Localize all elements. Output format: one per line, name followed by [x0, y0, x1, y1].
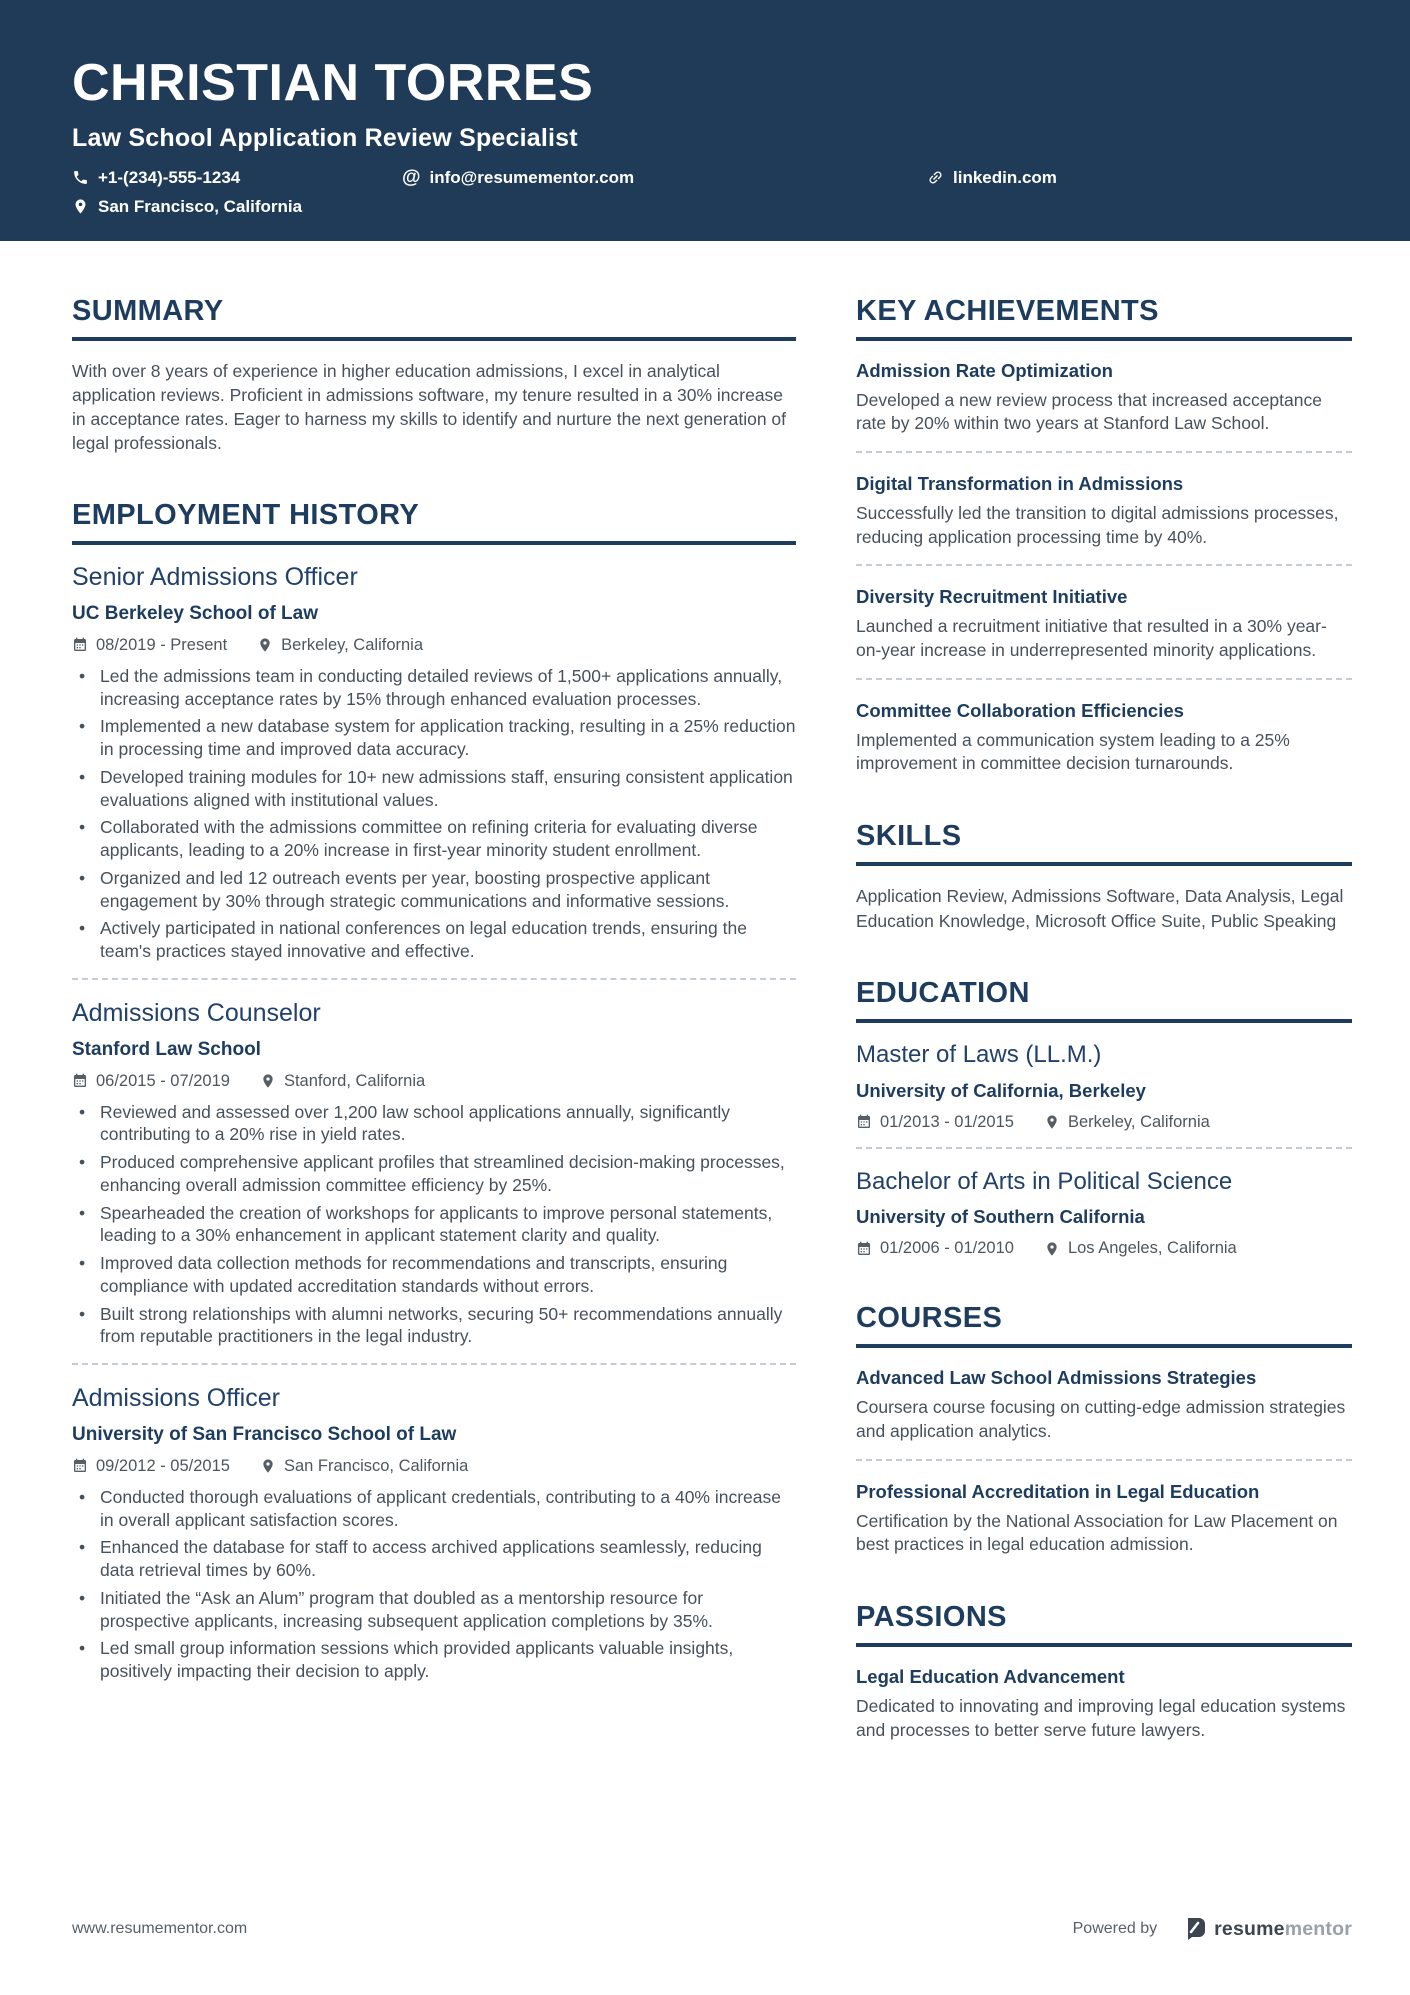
divider	[856, 678, 1352, 680]
degree-title: Master of Laws (LL.M.)	[856, 1041, 1102, 1069]
job-bullets	[72, 665, 796, 963]
job-bullets	[72, 1101, 796, 1349]
summary-heading: SUMMARY	[72, 295, 796, 341]
degree-meta	[856, 1113, 1352, 1132]
location-pin-icon	[260, 1458, 276, 1474]
contact-info	[72, 168, 1338, 217]
job-bullet: • Enhanced the database for staff to access archived applications seamlessly, reducing data retrieval times by 60%.	[72, 1536, 796, 1582]
brand-name: resumementor	[1214, 1917, 1352, 1940]
degree-location: Los Angeles, California	[1044, 1239, 1237, 1258]
footer-website-link[interactable]: www.resumementor.com	[72, 1920, 248, 1937]
person-job-title: Law School Application Review Specialist	[72, 123, 578, 152]
job-title: Senior Admissions Officer	[72, 563, 358, 592]
job-title: Admissions Counselor	[72, 998, 321, 1027]
right-column	[856, 295, 1352, 1917]
phone-icon	[72, 169, 89, 186]
achievement-text: Launched a recruitment initiative that resulted in a 30% year-on-year increase in underrepresented minority applications.	[856, 616, 1327, 661]
link-icon	[923, 166, 947, 190]
degree-location: Berkeley, California	[1044, 1113, 1210, 1132]
job-company: UC Berkeley School of Law	[72, 602, 319, 624]
job-meta	[72, 636, 796, 655]
page-footer	[0, 1917, 1410, 1941]
achievement-title: Admission Rate Optimization	[856, 359, 1113, 381]
job-bullet: • Actively participated in national conferences on legal education trends, ensuring the team's practices stayed innovative and effective.	[72, 917, 796, 963]
job-bullet: • Led small group information sessions which provided applicants valuable insights, positively impacting their decision to apply.	[72, 1637, 796, 1683]
job-meta	[72, 1457, 796, 1476]
course-title: Professional Accreditation in Legal Education	[856, 1480, 1260, 1502]
job-bullet: • Built strong relationships with alumni networks, securing 50+ recommendations annually from reputable practitioners in the legal industry.	[72, 1303, 796, 1349]
job-location: Berkeley, California	[257, 636, 423, 655]
location-value: San Francisco, California	[98, 196, 303, 216]
achievement-text: Developed a new review process that increased acceptance rate by 20% within two years at Stanford Law School.	[856, 389, 1322, 434]
divider	[856, 451, 1352, 453]
degree-school: University of California, Berkeley	[856, 1079, 1146, 1101]
skills-text: Application Review, Admissions Software, Data Analysis, Legal Education Knowledge, Microsoft Office Suite, Public Speaking	[856, 886, 1344, 931]
divider	[856, 1459, 1352, 1461]
job-bullet: • Spearheaded the creation of workshops for applicants to improve personal statements, leading to a 30% enhancement in applicant statement clarity and quality.	[72, 1202, 796, 1248]
job-bullet: • Developed training modules for 10+ new admissions staff, ensuring consistent application evaluations aligned with institutional values.	[72, 766, 796, 812]
section-employment	[72, 499, 796, 1683]
job-bullets	[72, 1486, 796, 1683]
contact-linkedin[interactable]	[927, 168, 1338, 188]
divider	[72, 1363, 796, 1365]
skills-heading: SKILLS	[856, 820, 1352, 866]
education-heading: EDUCATION	[856, 977, 1352, 1023]
calendar-icon	[72, 1073, 88, 1089]
divider	[72, 978, 796, 980]
achievement-title: Committee Collaboration Efficiencies	[856, 699, 1184, 721]
passion-item	[856, 1665, 1352, 1742]
degree-dates: 01/2006 - 01/2010	[856, 1239, 1014, 1258]
degree-meta	[856, 1239, 1352, 1258]
achievement-item	[856, 699, 1352, 776]
contact-location	[72, 197, 1338, 217]
job-location: San Francisco, California	[260, 1457, 468, 1476]
location-pin-icon	[260, 1073, 276, 1089]
divider	[856, 1147, 1352, 1149]
degree-school: University of Southern California	[856, 1206, 1145, 1228]
job-dates: 08/2019 - Present	[72, 636, 227, 655]
calendar-icon	[72, 1458, 88, 1474]
passion-title: Legal Education Advancement	[856, 1666, 1125, 1688]
resume-header	[0, 0, 1410, 241]
section-achievements	[856, 295, 1352, 777]
resumementor-logo-icon	[1183, 1917, 1207, 1941]
job-bullet: • Led the admissions team in conducting detailed reviews of 1,500+ applications annually, increasing acceptance rates by 15% through enhanced evaluation processes.	[72, 665, 796, 711]
section-education	[856, 977, 1352, 1258]
degree-dates: 01/2013 - 01/2015	[856, 1113, 1014, 1132]
degree-entry	[856, 1041, 1352, 1132]
passion-text: Dedicated to innovating and improving legal education systems and processes to better serve future lawyers.	[856, 1696, 1346, 1740]
achievement-item	[856, 585, 1352, 662]
courses-heading: COURSES	[856, 1302, 1352, 1348]
job-bullet: • Implemented a new database system for application tracking, resulting in a 25% reduction in processing time and improved data accuracy.	[72, 715, 796, 761]
job-entry	[72, 1384, 796, 1683]
job-title: Admissions Officer	[72, 1384, 280, 1413]
job-bullet: • Improved data collection methods for recommendations and transcripts, ensuring compliance with updated accreditation standards without errors.	[72, 1252, 796, 1298]
calendar-icon	[72, 637, 88, 653]
course-text: Certification by the National Association for Law Placement on best practices in legal education admission.	[856, 1510, 1338, 1555]
course-item	[856, 1366, 1352, 1443]
achievement-item	[856, 472, 1352, 549]
job-bullet: • Collaborated with the admissions committee on refining criteria for evaluating diverse applicants, leading to a 20% increase in first-year minority student enrollment.	[72, 816, 796, 862]
achievement-text: Implemented a communication system leading to a 25% improvement in committee decision turnarounds.	[856, 729, 1290, 774]
phone-value: +1-(234)-555-1234	[98, 167, 241, 187]
achievement-title: Digital Transformation in Admissions	[856, 472, 1184, 494]
course-item	[856, 1480, 1352, 1557]
passions-heading: PASSIONS	[856, 1601, 1352, 1647]
job-location: Stanford, California	[260, 1072, 425, 1091]
location-pin-icon	[257, 637, 273, 653]
left-column	[72, 295, 796, 1917]
degree-title: Bachelor of Arts in Political Science	[856, 1167, 1233, 1195]
job-entry	[72, 999, 796, 1348]
section-passions	[856, 1601, 1352, 1742]
at-icon: @	[402, 167, 421, 189]
course-title: Advanced Law School Admissions Strategies	[856, 1367, 1257, 1389]
divider	[856, 564, 1352, 566]
contact-phone	[72, 168, 402, 188]
email-value: info@resumementor.com	[429, 167, 635, 187]
degree-entry	[856, 1168, 1352, 1259]
section-skills	[856, 820, 1352, 933]
location-pin-icon	[1044, 1114, 1060, 1130]
employment-heading: EMPLOYMENT HISTORY	[72, 499, 796, 545]
job-company: University of San Francisco School of Law	[72, 1423, 457, 1445]
job-bullet: • Organized and led 12 outreach events per year, boosting prospective applicant engagement by 30% through strategic communications and informative sessions.	[72, 867, 796, 913]
achievements-heading: KEY ACHIEVEMENTS	[856, 295, 1352, 341]
contact-email[interactable]	[402, 168, 927, 188]
job-bullet: • Conducted thorough evaluations of applicant credentials, contributing to a 40% increase in overall applicant satisfaction scores.	[72, 1486, 796, 1532]
summary-text: With over 8 years of experience in higher education admissions, I excel in analytical application reviews. Proficient in admissions software, my tenure resulted in a 30% increase in acceptance rates. Eager to harness my skills to identify and nurture the next generation of legal professionals.	[72, 360, 787, 454]
section-summary	[72, 295, 796, 456]
achievement-text: Successfully led the transition to digital admissions processes, reducing application processing time by 40%.	[856, 503, 1339, 547]
powered-by-group	[1073, 1917, 1352, 1941]
job-entry	[72, 563, 796, 963]
job-bullet: • Reviewed and assessed over 1,200 law school applications annually, significantly contributing to a 20% rise in yield rates.	[72, 1101, 796, 1147]
calendar-icon	[856, 1241, 872, 1257]
job-dates: 09/2012 - 05/2015	[72, 1457, 230, 1476]
course-text: Coursera course focusing on cutting-edge admission strategies and application analytics.	[856, 1397, 1346, 1442]
achievement-title: Diversity Recruitment Initiative	[856, 586, 1128, 608]
calendar-icon	[856, 1114, 872, 1130]
location-pin-icon	[1044, 1241, 1060, 1257]
job-company: Stanford Law School	[72, 1038, 261, 1060]
linkedin-value: linkedin.com	[953, 167, 1057, 187]
location-pin-icon	[72, 198, 89, 215]
job-bullet: • Initiated the “Ask an Alum” program that doubled as a mentorship resource for prospective applicants, increasing subsequent application completions by 35%.	[72, 1587, 796, 1633]
powered-by-label: Powered by	[1072, 1920, 1158, 1937]
resume-body	[0, 241, 1410, 1917]
job-dates: 06/2015 - 07/2019	[72, 1072, 230, 1091]
job-bullet: • Produced comprehensive applicant profiles that streamlined decision-making processes, enhancing overall admission committee efficiency by 25%.	[72, 1151, 796, 1197]
person-name: CHRISTIAN TORRES	[72, 54, 594, 112]
section-courses	[856, 1302, 1352, 1557]
brand-logo	[1183, 1917, 1352, 1941]
job-meta	[72, 1072, 796, 1091]
achievement-item	[856, 359, 1352, 436]
